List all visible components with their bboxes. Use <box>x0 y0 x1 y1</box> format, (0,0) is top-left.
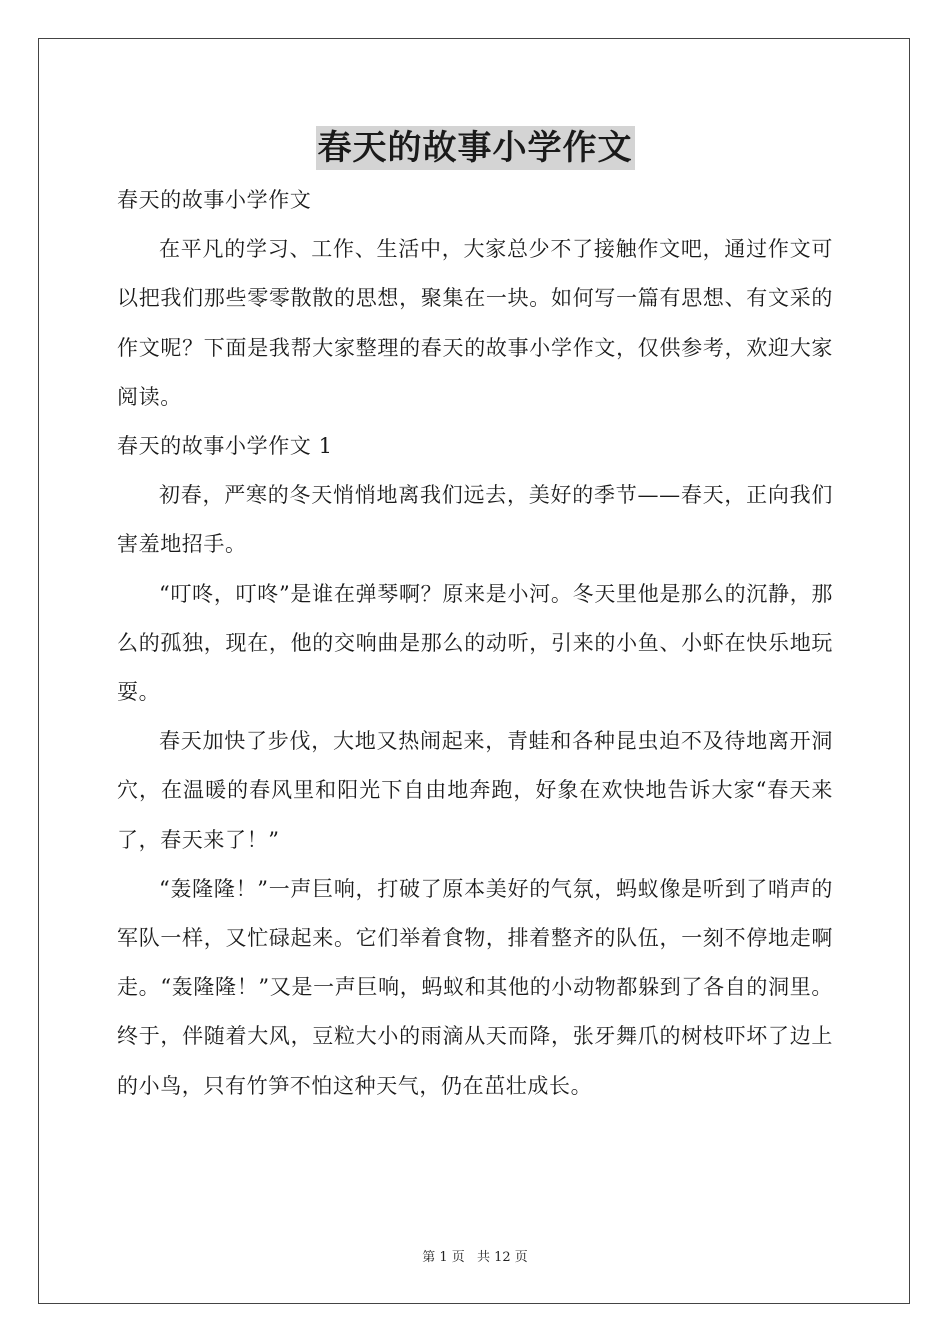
paragraph: 春天的故事小学作文 1 <box>117 434 333 459</box>
page-number: 第 1 页 <box>422 1250 465 1265</box>
paragraph: 初春，严寒的冬天悄悄地离我们远去，美好的季节——春天，正向我们害羞地招手。 <box>117 483 833 557</box>
paragraph: 春天的故事小学作文 <box>117 188 312 212</box>
document-body <box>117 176 833 1111</box>
page-total: 共 12 页 <box>476 1250 528 1265</box>
paragraph: “轰隆隆！”一声巨响，打破了原本美好的气氛，蚂蚁像是听到了哨声的军队一样，又忙碌起来。它们举着食物，排着整齐的队伍，一刻不停地走啊走。“轰隆隆！”又是一声巨响，蚂蚁和其他的小动物都躲到了各自的洞里。终于，伴随着大风，豆粒大小的雨滴从天而降，张牙舞爪的树枝吓坏了边上的小鸟，只有竹笋不怕这种天气，仍在茁壮成长。 <box>117 876 833 1098</box>
paragraph: 春天加快了步伐，大地又热闹起来，青蛙和各种昆虫迫不及待地离开洞穴，在温暖的春风里和阳光下自由地奔跑，好象在欢快地告诉大家“春天来了，春天来了！” <box>117 729 833 852</box>
paragraph: 在平凡的学习、工作、生活中，大家总少不了接触作文吧，通过作文可以把我们那些零零散散的思想，聚集在一块。如何写一篇有思想、有文采的作文呢？下面是我帮大家整理的春天的故事小学作文，仅供参考，欢迎大家阅读。 <box>117 237 833 409</box>
title-container <box>0 126 950 170</box>
page-footer <box>0 1246 950 1265</box>
paragraph: “叮咚，叮咚”是谁在弹琴啊？原来是小河。冬天里他是那么的沉静，那么的孤独，现在，他的交响曲是那么的动听，引来的小鱼、小虾在快乐地玩耍。 <box>117 581 833 705</box>
document-title: 春天的故事小学作文 <box>317 128 633 168</box>
